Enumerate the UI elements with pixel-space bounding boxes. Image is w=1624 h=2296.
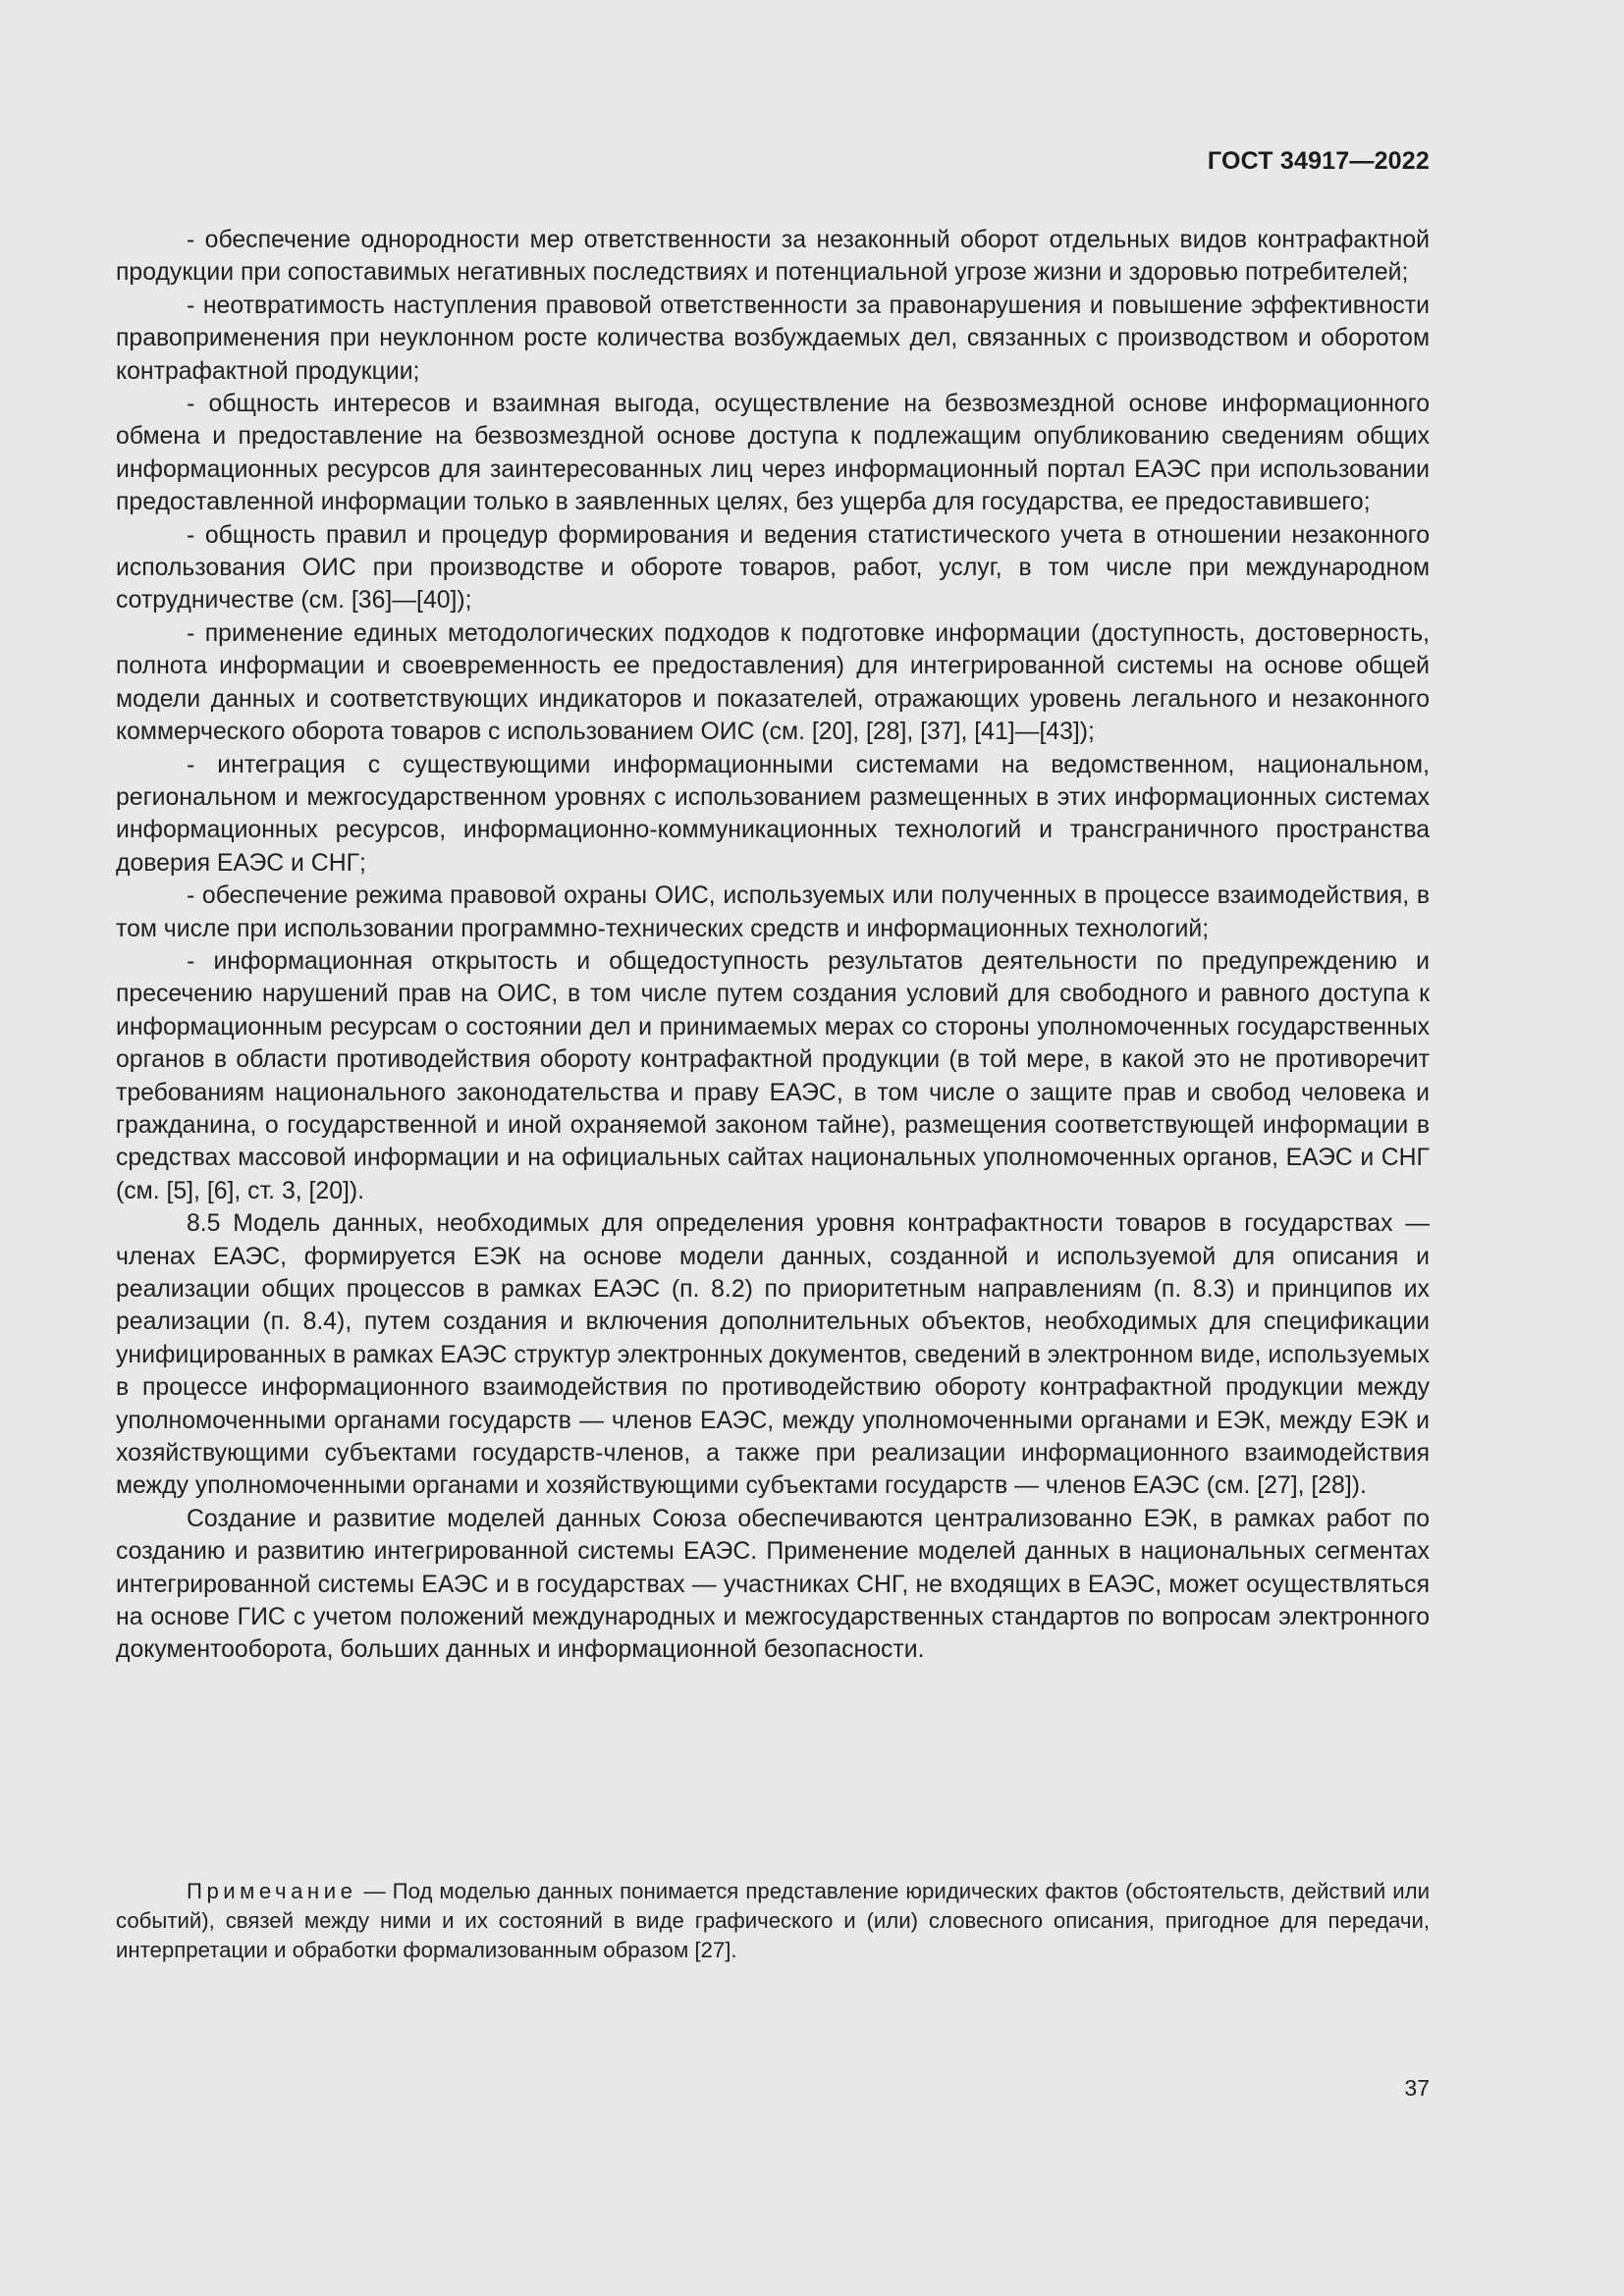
- paragraph-4: - общность правил и процедур формирования и ведения статистического учета в отношении незаконного использования ОИС при производстве и обороте товаров, работ, услуг, в том числе при международном сотрудничестве (см. [36]—[40]);: [116, 521, 1430, 614]
- paragraph-10: Создание и развитие моделей данных Союза обеспечиваются централизованно ЕЭК, в рамках работ по созданию и развитию интегрированной системы ЕАЭС. Применение моделей данных в национальных сегментах интегрированной системы ЕАЭС и в государствах — участниках СНГ, не входящих в ЕАЭС, может осуществляться на основе ГИС с учетом положений международных и межгосударственных стандартов по вопросам электронного документооборота, больших данных и информационной безопасности.: [116, 1505, 1430, 1664]
- document-body: [116, 224, 1430, 1667]
- page-number: 37: [1404, 2075, 1430, 2101]
- note-block: [116, 1877, 1430, 1965]
- paragraph-3: - общность интересов и взаимная выгода, осуществление на безвозмездной основе информационного обмена и предоставление на безвозмездной основе доступа к подлежащим опубликованию сведениям общих информационных ресурсов для заинтересованных лиц через информационный портал ЕАЭС при использовании предоставленной информации только в заявленных целях, без ущерба для государства, ее предоставившего;: [116, 391, 1430, 516]
- document-code: ГОСТ 34917—2022: [1207, 147, 1430, 175]
- paragraph-7: - обеспечение режима правовой охраны ОИС, используемых или полученных в процессе взаимодействия, в том числе при использовании программно-технических средств и информационных технологий;: [116, 882, 1430, 942]
- paragraph-2: - неотвратимость наступления правовой ответственности за правонарушения и повышение эффективности правоприменения при неуклонном росте количества возбуждаемых дел, связанных с производством и оборотом контрафактной продукции;: [116, 292, 1430, 385]
- paragraph-8: - информационная открытость и общедоступность результатов деятельности по предупреждению и пресечению нарушений прав на ОИС, в том числе путем создания условий для свободного и равного доступа к информационным ресурсам о состоянии дел и принимаемых мерах со стороны уполномоченных государственных органов в области противодействия обороту контрафактной продукции (в той мере, в какой это не противоречит требованиям национального законодательства и праву ЕАЭС, в том числе о защите прав и свобод человека и гражданина, о государственной и иной охраняемой законом тайне), размещения соответствующей информации в средствах массовой информации и на официальных сайтах национальных уполномоченных органов, ЕАЭС и СНГ (см. [5], [6], ст. 3, [20]).: [116, 947, 1430, 1204]
- note-text: — Под моделью данных понимается представление юридических фактов (обстоятельств, действий или событий), связей между ними и их состояний в виде графического и (или) словесного описания, пригодное для передачи, интерпретации и обработки формализованным образом [27].: [116, 1879, 1430, 1962]
- paragraph-9: 8.5 Модель данных, необходимых для определения уровня контрафактности товаров в государствах — членах ЕАЭС, формируется ЕЭК на основе модели данных, созданной и используемой для описания и реализации общих процессов в рамках ЕАЭС (п. 8.2) по приоритетным направлениям (п. 8.3) и принципов их реализации (п. 8.4), путем создания и включения дополнительных объектов, необходимых для спецификации унифицированных в рамках ЕАЭС структур электронных документов, сведений в электронном виде, используемых в процессе информационного взаимодействия по противодействию обороту контрафактной продукции между уполномоченными органами государств — членов ЕАЭС, между уполномоченными органами и ЕЭК, между ЕЭК и хозяйствующими субъектами государств-членов, а также при реализации информационного взаимодействия между уполномоченными органами и хозяйствующими субъектами государств — членов ЕАЭС (см. [27], [28]).: [116, 1210, 1430, 1500]
- paragraph-5: - применение единых методологических подходов к подготовке информации (доступность, достоверность, полнота информации и своевременность ее предоставления) для интегрированной системы на основе общей модели данных и соответствующих индикаторов и показателей, отражающих уровень легального и незаконного коммерческого оборота товаров с использованием ОИС (см. [20], [28], [37], [41]—[43]);: [116, 619, 1430, 746]
- paragraph-1: - обеспечение однородности мер ответственности за незаконный оборот отдельных видов контрафактной продукции при сопоставимых негативных последствиях и потенциальной угрозе жизни и здоровью потребителей;: [116, 227, 1430, 287]
- note-label: Примечание: [187, 1879, 357, 1903]
- paragraph-6: - интеграция с существующими информационными системами на ведомственном, национальном, региональном и межгосударственном уровнях с использованием размещенных в этих информационных системах информационных ресурсов, информационно-коммуникационных технологий и трансграничного пространства доверия ЕАЭС и СНГ;: [116, 751, 1430, 877]
